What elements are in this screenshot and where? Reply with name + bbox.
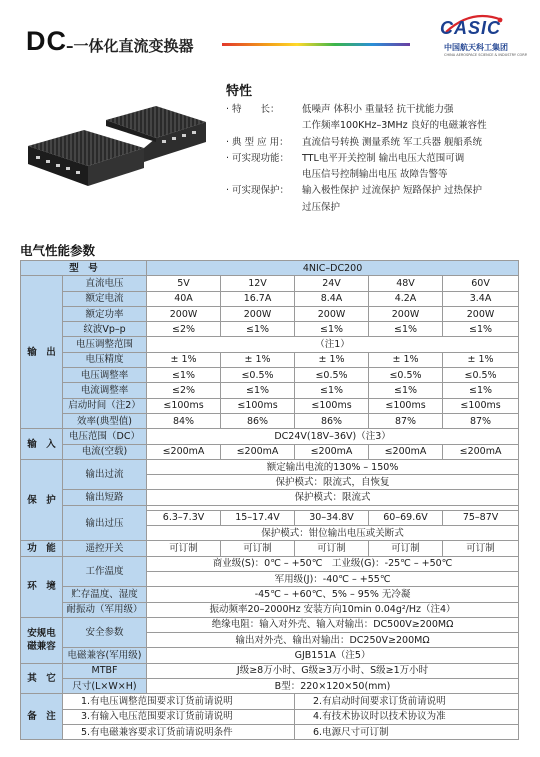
value-cell: ≤1% [295,383,369,398]
value-cell: 75–87V [443,510,519,525]
table-row [21,587,519,602]
table-row [21,306,519,321]
value-cell: J级≥8万小时、G级≥3万小时、S级≥1万小时 [147,663,519,678]
table-row [21,490,519,505]
features-list [226,102,487,216]
table-row [21,276,519,291]
feature-value: 直流信号转换 测量系统 军工兵器 舰船系统 [302,136,483,148]
value-cell: ≤1% [147,368,221,383]
feature-label: · 可实现功能： [226,152,290,164]
value-cell: ≤1% [221,383,295,398]
value-cell: 87% [369,413,443,428]
feature-value: TTL电平开关控制 输出电压大范围可调 [302,152,465,164]
value-cell: 6.3–7.3V [147,510,221,525]
value-cell: ≤100ms [147,398,221,413]
category-input: 输 入 [21,429,63,460]
param-label: 电流调整率 [63,383,147,398]
value-cell: 4.2A [369,291,443,306]
param-label: 遥控开关 [63,541,147,556]
feature-value: 输入极性保护 过流保护 短路保护 过热保护 [302,185,483,197]
table-row [21,617,519,632]
value-cell: ≤0.5% [221,368,295,383]
table-row [21,322,519,337]
feature-item [226,151,487,167]
feature-item [226,200,487,216]
note-cell: 3.有输入电压范围要求订货前请说明 [63,709,295,724]
param-label: 输出短路 [63,490,147,505]
param-label: 额定功率 [63,306,147,321]
features-title: 特性 [226,84,253,99]
note-cell: 2.有启动时间要求订货前请说明 [295,694,519,709]
value-cell: 3.4A [443,291,519,306]
model-label: 型 号 [21,261,147,276]
value-cell: ≤100ms [295,398,369,413]
param-label: 输出过流 [63,459,147,490]
feature-item [226,167,487,183]
value-cell: ± 1% [295,352,369,367]
table-row [21,261,519,276]
param-label: 纹波Vp–p [63,322,147,337]
value-cell: -45℃ – +60℃、5% – 95% 无冷凝 [147,587,519,602]
value-cell: 40A [147,291,221,306]
value-cell: 86% [221,413,295,428]
value-cell: 60V [443,276,519,291]
value-cell: 商业级(S)：0℃ – +50℃ 工业级(G)：-25℃ – +50℃ [147,556,519,571]
param-label: 耐振动（军用级） [63,602,147,617]
category-output: 输 出 [21,276,63,429]
value-cell: 额定输出电流的130% – 150% [147,459,519,474]
value-cell: 16.7A [221,291,295,306]
value-cell: 48V [369,276,443,291]
value-cell: 24V [295,276,369,291]
value-cell: 12V [221,276,295,291]
value-cell: ≤2% [147,383,221,398]
param-label: 电压调整率 [63,368,147,383]
section-title: 电气性能参数 [20,243,96,258]
value-cell: ≤200mA [369,444,443,459]
note-cell: 6.电源尺寸可订制 [295,724,519,739]
feature-value: 过压保护 [302,201,341,213]
value-cell: 5V [147,276,221,291]
value-cell: 保护模式：限流式 [147,490,519,505]
value-cell: 保护模式：钳位输出电压或关断式 [147,526,519,541]
value-cell: 可订制 [221,541,295,556]
value-cell: 军用级(J)：-40℃ – +55℃ [147,571,519,586]
spec-table [20,260,519,740]
value-cell: 振动频率20–2000Hz 安装方向10min 0.04g²/Hz（注4） [147,602,519,617]
value-cell: ≤0.5% [369,368,443,383]
value-cell: 200W [221,306,295,321]
value-cell: ± 1% [369,352,443,367]
model-value: 4NIC–DC200 [147,261,519,276]
table-row [21,694,519,709]
table-row [21,709,519,724]
feature-label: · 特 长： [226,104,280,115]
value-cell: 60–69.6V [369,510,443,525]
category-emc: 安规电磁兼容 [21,617,63,663]
value-cell: ≤0.5% [443,368,519,383]
feature-value: 电压信号控制输出电压 故障告警等 [302,169,448,181]
value-cell: ≤1% [295,322,369,337]
product-photo [26,100,208,196]
value-cell: DC24V(18V–36V)（注3） [147,429,519,444]
value-cell: 200W [443,306,519,321]
value-cell: ± 1% [147,352,221,367]
value-cell: 可订制 [147,541,221,556]
table-row [21,459,519,474]
value-cell: 输出对外壳、输出对输出：DC250V≥200MΩ [147,633,519,648]
param-label: 电压范围（DC） [63,429,147,444]
param-label: 电压精度 [63,352,147,367]
logo-company-name: 中国航天科工集团 [444,43,508,52]
value-cell: ≤1% [369,383,443,398]
value-cell: ≤200mA [147,444,221,459]
value-cell: 可订制 [443,541,519,556]
value-cell: ≤0.5% [295,368,369,383]
feature-item [226,135,487,151]
category-protect: 保 护 [21,459,63,540]
value-cell: 84% [147,413,221,428]
category-notes: 备 注 [21,694,63,740]
category-env: 环 境 [21,556,63,617]
value-cell: 200W [147,306,221,321]
value-cell: ≤1% [369,322,443,337]
param-label: 额定电流 [63,291,147,306]
value-cell: 绝缘电阻：输入对外壳、输入对输出：DC500V≥200MΩ [147,617,519,632]
table-row [21,724,519,739]
feature-value: 低噪声 体积小 重量轻 抗干扰能力强 [302,104,454,115]
value-cell: 保护模式：限流式，自恢复 [147,475,519,490]
table-row [21,602,519,617]
page-title: –一体化直流变换器 [66,37,194,55]
table-row [21,352,519,367]
feature-label: · 典 型 应 用： [226,136,289,148]
param-label: 电磁兼容(军用级) [63,648,147,663]
value-cell: ≤100ms [369,398,443,413]
table-row [21,429,519,444]
param-label: MTBF [63,663,147,678]
param-label: 电压调整范围 [63,337,147,352]
table-row [21,383,519,398]
table-row [21,413,519,428]
value-cell: ≤200mA [443,444,519,459]
value-cell: ≤100ms [443,398,519,413]
param-label: 启动时间（注2） [63,398,147,413]
param-label: 效率(典型值) [63,413,147,428]
value-cell: 30–34.8V [295,510,369,525]
note-cell: 1.有电压调整范围要求订货前请说明 [63,694,295,709]
value-cell: ± 1% [443,352,519,367]
param-label: 输出过压 [63,505,147,541]
category-other: 其 它 [21,663,63,694]
value-cell: 200W [295,306,369,321]
feature-item [226,102,487,118]
value-cell: 86% [295,413,369,428]
value-cell: ≤1% [443,322,519,337]
value-cell: 可订制 [369,541,443,556]
rainbow-divider [222,43,410,46]
value-cell: ≤100ms [221,398,295,413]
feature-label: · 可实现保护： [226,185,290,197]
param-label: 电流(空载) [63,444,147,459]
feature-item [226,183,487,199]
casic-logo [440,12,528,60]
value-cell: （注1） [147,337,519,352]
value-cell: ≤1% [443,383,519,398]
table-row [21,368,519,383]
value-cell: ± 1% [221,352,295,367]
value-cell: GJB151A（注5） [147,648,519,663]
value-cell: 200W [369,306,443,321]
table-row [21,291,519,306]
table-row [21,541,519,556]
param-label: 直流电压 [63,276,147,291]
feature-value: 工作频率100KHz–3MHz 良好的电磁兼容性 [302,120,487,132]
note-cell: 5.有电磁兼容要求订货前请说明条件 [63,724,295,739]
series-prefix: DC [26,26,67,56]
value-cell: ≤200mA [295,444,369,459]
category-function: 功 能 [21,541,63,556]
table-row [21,337,519,352]
value-cell: ≤200mA [221,444,295,459]
feature-item [226,118,487,134]
table-row [21,556,519,571]
note-cell: 4.有技术协议时以技术协议为准 [295,709,519,724]
value-cell: 可订制 [295,541,369,556]
table-row [21,398,519,413]
param-label: 工作温度 [63,556,147,587]
value-cell: 15–17.4V [221,510,295,525]
param-label: 安全参数 [63,617,147,648]
logo-text: CASIC [440,18,502,38]
value-cell: 87% [443,413,519,428]
value-cell: 8.4A [295,291,369,306]
value-cell: ≤2% [147,322,221,337]
table-row [21,444,519,459]
param-label: 尺寸(L×W×H) [63,679,147,694]
table-row [21,663,519,678]
table-row [21,648,519,663]
value-cell: B型：220×120×50(mm) [147,679,519,694]
table-row [21,679,519,694]
value-cell: ≤1% [221,322,295,337]
logo-company-name-en: CHINA AEROSPACE SCIENCE & INDUSTRY CORP. [444,53,528,57]
param-label: 贮存温度、湿度 [63,587,147,602]
